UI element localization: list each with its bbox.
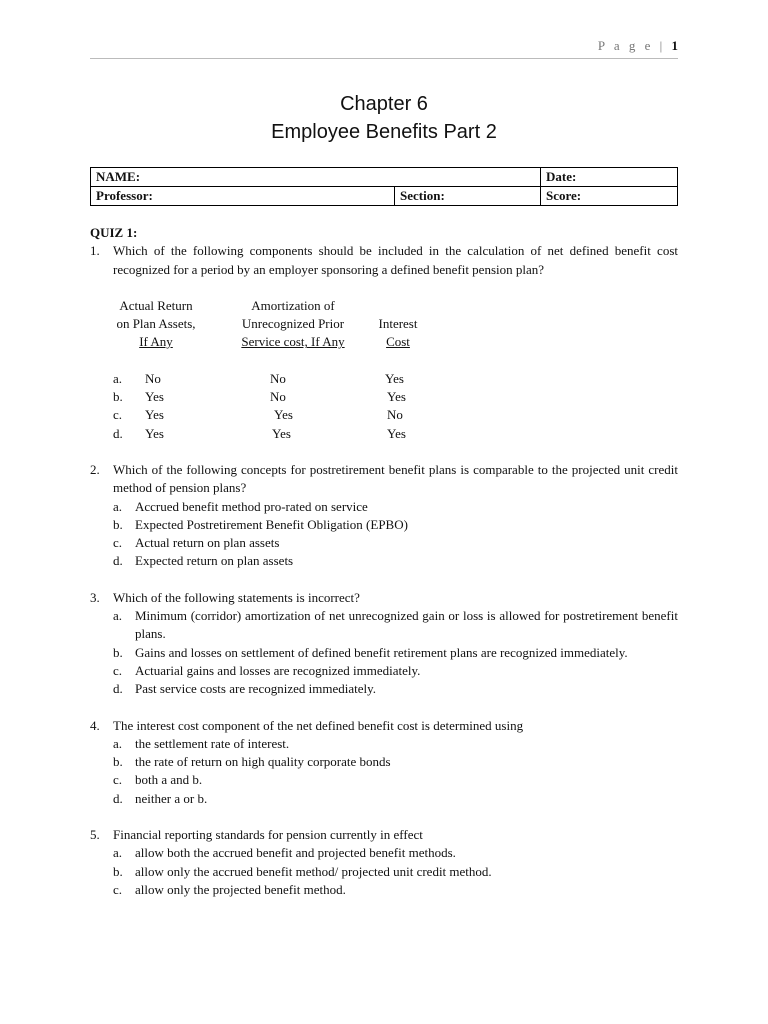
option-text: Expected return on plan assets <box>135 553 294 569</box>
col3-line2: Cost <box>386 334 410 350</box>
q4-option-a[interactable] <box>113 735 678 753</box>
question-1 <box>90 242 678 279</box>
option-col1: No <box>145 370 161 386</box>
question-number: 5. <box>90 827 100 843</box>
col1-line2: on Plan Assets, <box>116 316 196 332</box>
option-letter: d. <box>113 553 123 569</box>
q1-grid-header-row-2 <box>90 315 678 333</box>
q4-option-b[interactable] <box>113 753 678 771</box>
q1-grid-header-row-3 <box>90 333 678 351</box>
option-letter: b. <box>113 516 123 532</box>
q1-option-a[interactable] <box>90 370 678 388</box>
quiz-label: QUIZ 1: <box>90 225 138 240</box>
option-letter: b. <box>113 389 123 405</box>
name-cell[interactable]: NAME: <box>91 168 541 187</box>
col3-line1: Interest <box>378 316 418 332</box>
option-text: the rate of return on high quality corporate bonds <box>135 754 391 770</box>
quiz-content <box>90 224 678 899</box>
q2-option-d[interactable] <box>113 552 678 570</box>
q5-option-a[interactable] <box>113 844 678 862</box>
option-col3: Yes <box>387 425 406 441</box>
option-letter: a. <box>113 735 123 751</box>
option-text: Gains and losses on settlement of defined benefit retirement plans are recognized immediately. <box>135 644 628 660</box>
option-col2: Yes <box>272 425 291 441</box>
page-label: P a g e <box>597 38 654 53</box>
option-letter: b. <box>113 644 123 660</box>
option-letter: d. <box>113 681 123 697</box>
header-rule <box>90 58 678 59</box>
chapter-title: Chapter 6 <box>340 93 428 115</box>
score-cell[interactable]: Score: <box>541 187 678 206</box>
question-5 <box>90 826 678 899</box>
option-text: the settlement rate of interest. <box>135 735 290 751</box>
question-text: Which of the following concepts for postretirement benefit plans is comparable to the projected unit credit method of pension plans? <box>113 461 678 496</box>
q4-option-d[interactable] <box>113 790 678 808</box>
option-letter: c. <box>113 772 123 788</box>
option-text: allow both the accrued benefit and projected benefit methods. <box>135 845 456 861</box>
q3-option-d[interactable] <box>113 680 678 698</box>
question-text: Which of the following components should be included in the calculation of net defined benefit cost recognized for a period by an employer sponsoring a defined benefit pension plan? <box>113 243 678 277</box>
option-letter: b. <box>113 754 123 770</box>
option-text: Accrued benefit method pro-rated on service <box>135 498 368 514</box>
option-letter: d. <box>113 790 123 806</box>
option-letter: a. <box>113 845 123 861</box>
question-3 <box>90 589 678 699</box>
option-col2: No <box>270 370 286 386</box>
option-letter: b. <box>113 863 123 879</box>
q3-option-a[interactable] <box>113 607 678 644</box>
question-number: 4. <box>90 717 100 733</box>
q1-grid-header-row-1 <box>90 297 678 315</box>
q5-option-c[interactable] <box>113 881 678 899</box>
student-info-table <box>90 167 678 206</box>
professor-cell[interactable]: Professor: <box>91 187 395 206</box>
page-separator: | <box>653 38 672 53</box>
option-col1: Yes <box>145 389 164 405</box>
col1-line3: If Any <box>139 334 173 350</box>
q3-option-c[interactable] <box>113 662 678 680</box>
option-letter: c. <box>113 662 123 678</box>
option-letter: d. <box>113 425 123 441</box>
q2-option-c[interactable] <box>113 534 678 552</box>
page-number: 1 <box>671 38 678 53</box>
question-4 <box>90 717 678 808</box>
page-number-header <box>598 38 678 54</box>
option-text: neither a or b. <box>135 790 208 806</box>
col1-line1: Actual Return <box>119 297 193 313</box>
q1-option-c[interactable] <box>90 406 678 424</box>
col2-line1: Amortization of <box>251 297 335 313</box>
option-letter: c. <box>113 407 123 423</box>
question-number: 1. <box>90 243 100 259</box>
option-col2: No <box>270 389 286 405</box>
option-text: both a and b. <box>135 772 203 788</box>
option-text: Minimum (corridor) amortization of net unrecognized gain or loss is allowed for postretirement benefit plans. <box>135 608 678 642</box>
option-text: Expected Postretirement Benefit Obligation (EPBO) <box>135 516 408 532</box>
option-col1: Yes <box>145 425 164 441</box>
option-letter: c. <box>113 535 123 551</box>
section-cell[interactable]: Section: <box>395 187 541 206</box>
col2-line2: Unrecognized Prior <box>241 316 345 332</box>
q3-option-b[interactable] <box>113 644 678 662</box>
option-text: Actual return on plan assets <box>135 535 280 551</box>
question-text: Financial reporting standards for pension currently in effect <box>113 827 423 843</box>
option-col3: Yes <box>387 389 406 405</box>
option-letter: a. <box>113 498 123 514</box>
q2-option-b[interactable] <box>113 516 678 534</box>
option-text: allow only the accrued benefit method/ projected unit credit method. <box>135 863 492 879</box>
option-text: Actuarial gains and losses are recognized immediately. <box>135 662 421 678</box>
option-letter: c. <box>113 881 123 897</box>
q1-option-d[interactable] <box>90 425 678 443</box>
date-cell[interactable]: Date: <box>541 168 678 187</box>
question-text: The interest cost component of the net defined benefit cost is determined using <box>113 717 524 733</box>
option-col1: Yes <box>145 407 164 423</box>
q5-option-b[interactable] <box>113 863 678 881</box>
question-2 <box>90 461 678 571</box>
q1-option-b[interactable] <box>90 388 678 406</box>
q2-option-a[interactable] <box>113 498 678 516</box>
chapter-subtitle: Employee Benefits Part 2 <box>271 121 497 143</box>
q4-option-c[interactable] <box>113 771 678 789</box>
option-col3: Yes <box>385 370 404 386</box>
col2-line3: Service cost, If Any <box>241 334 345 350</box>
option-col3: No <box>387 407 403 423</box>
question-text: Which of the following statements is incorrect? <box>113 589 360 605</box>
question-number: 3. <box>90 589 100 605</box>
option-text: allow only the projected benefit method. <box>135 881 346 897</box>
question-number: 2. <box>90 461 100 477</box>
option-text: Past service costs are recognized immediately. <box>135 681 377 697</box>
option-letter: a. <box>113 370 123 386</box>
option-letter: a. <box>113 608 123 624</box>
option-col2: Yes <box>274 407 293 423</box>
